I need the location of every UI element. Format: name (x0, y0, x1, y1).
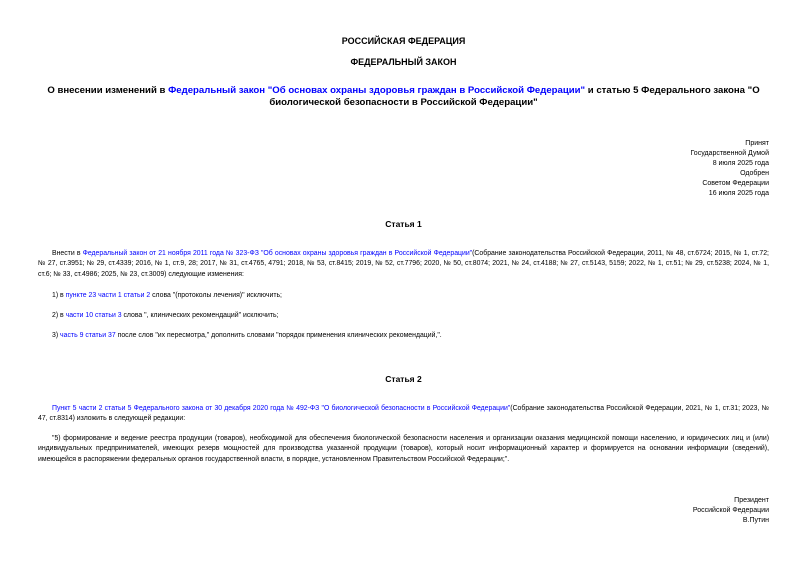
item2-prefix: 2) в (52, 312, 66, 319)
article2-quote: "5) формирование и ведение реестра продукции (товаров), необходимой для обеспечения биологической безопасности населения и организации оказания медицинской помощи населению, и юридических лиц и (или) индивидуальных предпринимателей, имеющих резерв мощностей для производства указанной продукции (товаров), который носит информационный характер и формируется на основании информации (сведений), имеющейся в распоряжении федеральных органов государственной власти, в порядке, установленном Правительством Российской Федерации;". (38, 435, 769, 463)
council-date: 16 июля 2025 года (708, 190, 769, 197)
article1-intro-rest: (Собрание законодательства Российской Федерации, 2011, № 48, ст.6724; 2015, № 1, ст.72; № 27, ст.3951; № 29, ст.4339; 2016, № 1, ст.9, 28; 2017, № 31, ст.4765, 4791; 2018, № 53, ст.8415; 2019, № 52, ст.7796; 2020, № 50, ст.8074; 2021, № 24, ст.4188; № 27, ст.5143, 5159; 2022, № 1, ст.51; № 29, ст.5238; 2024, № 1, ст.6; № 33, ст.4986; 2025, № 23, ст.3009) следующие изменения: (38, 250, 769, 278)
law-title (38, 85, 769, 109)
article1-intro (38, 249, 769, 280)
article2-heading: Статья 2 (385, 374, 422, 384)
item2-link[interactable]: части 10 статьи 3 (65, 312, 122, 319)
item2-rest: слова ", клинических рекомендаций" исключить; (121, 312, 279, 319)
item1-link[interactable]: пункте 23 части 1 статьи 2 (65, 292, 151, 299)
article2-intro-rest: (Собрание законодательства Российской Федерации, 2021, № 1, ст.31; 2023, № 47, ст.8314) изложить в следующей редакции: (38, 405, 769, 423)
duma-label: Государственной Думой (690, 150, 769, 157)
article2-intro-link[interactable]: Пункт 5 части 2 статьи 5 Федерального закона от 30 декабря 2020 года № 492-ФЗ "О биологической безопасности в Российской Федерации" (52, 405, 511, 412)
duma-date: 8 июля 2025 года (712, 160, 769, 167)
title-prefix: О внесении изменений в (47, 85, 169, 96)
article1-item1 (52, 291, 282, 301)
title-middle: и статью 5 Федерального закона "О биологической безопасности в Российской Федерации" (269, 85, 760, 108)
signature-name: В.Путин (742, 517, 769, 524)
article1-intro-link[interactable]: Федеральный закон от 21 ноября 2011 года № 323-ФЗ "Об основах охраны здоровья граждан в Российской Федерации" (82, 250, 473, 257)
article1-heading: Статья 1 (385, 219, 422, 229)
title-link-health-law[interactable]: Федеральный закон "Об основах охраны здоровья граждан в Российской Федерации" (168, 85, 586, 96)
federation-heading: РОССИЙСКАЯ ФЕДЕРАЦИЯ (341, 36, 466, 46)
article1-item3 (52, 331, 442, 341)
law-type-heading: ФЕДЕРАЛЬНЫЙ ЗАКОН (350, 57, 457, 67)
article1-item2 (52, 311, 279, 321)
item1-prefix: 1) в (52, 292, 66, 299)
item3-link[interactable]: часть 9 статьи 37 (60, 332, 116, 339)
adoption-block (690, 139, 769, 199)
item1-rest: слова "(протоколы лечения)" исключить; (150, 292, 282, 299)
approved-label: Одобрен (740, 170, 769, 177)
item3-rest: после слов "их пересмотра," дополнить словами "порядок применения клинических рекомендаций,". (115, 332, 442, 339)
signature-country: Российской Федерации (692, 507, 769, 514)
item3-prefix: 3) (52, 332, 61, 339)
signature-block (693, 496, 769, 526)
signature-title: Президент (734, 497, 769, 504)
article2-intro (38, 404, 769, 425)
article1-intro-prefix: Внести в (52, 250, 83, 257)
council-label: Советом Федерации (702, 180, 769, 187)
accepted-label: Принят (745, 140, 769, 147)
